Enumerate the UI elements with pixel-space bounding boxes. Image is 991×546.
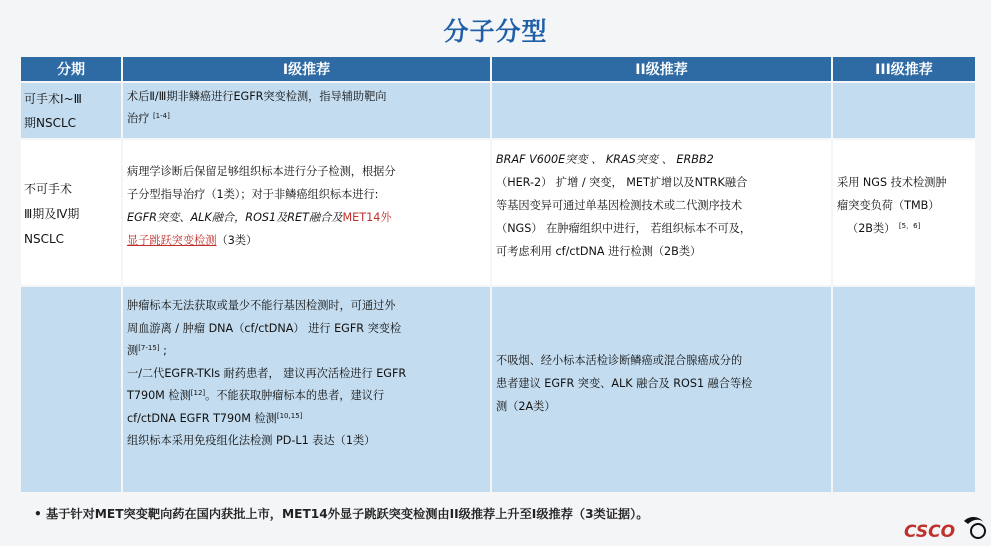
row3-level1-semicolon: ; [159,344,167,357]
row2-level1-tail: （3类） [216,234,258,247]
row2-level3-line3-wrap [837,217,975,240]
row3-level1-line5-wrap [127,385,490,408]
recommendation-table [21,57,975,492]
row2-level3-line1: 采用 NGS 技术检测肿 [837,176,947,189]
row2-level2-line4: （NGS） 在肿瘤组织中进行， 若组织标本不可及， [496,222,752,235]
footnote: • 基于针对MET突变靶向药在国内获批上市，MET14外显子跳跃突变检测由II级推荐上升至I级推荐（3类证据）。 [34,507,649,521]
row3-level1-line7: cf/ctDNA EGFR T790M 检测 [127,411,277,425]
row3-level1-line2: 周血游离 / 肿瘤 DNA（cf/ctDNA） 进行 EGFR 突变检 [127,321,402,335]
row1-level1-line2-wrap [127,109,490,129]
row2-level2-line2: （HER-2） 扩增 / 突变， MET扩增以及NTRK融合 [496,176,748,189]
row2-level1 [123,140,490,285]
logo-figure [971,524,985,538]
row3-level2 [492,287,831,492]
row2-level1-genes: EGFR突变、ALK融合，ROS1及RET融合及 [127,211,343,224]
row3-level1-line7-wrap [127,408,490,431]
header-level2: II级推荐 [492,57,831,81]
row3-level1-line5: T790M 检测 [127,389,191,402]
row3-level1-line6: 。不能获取肿瘤标本的患者，建议行 [205,389,385,402]
header-level1: I级推荐 [123,57,490,81]
row1-level3 [833,83,975,138]
row3-level1-ref3: [10,15] [276,411,303,420]
row3-level2-line3: 测（2A类） [496,400,556,413]
row2-level2-line3: 等基因变异可通过单基因检测技术或二代测序技术 [496,199,743,212]
row3-level1-line1: 肿瘤标本无法获取或量少不能行基因检测时，可通过外 [127,299,396,312]
row2-level3-line2: 瘤突变负荷（TMB） [837,199,940,212]
row2-level2 [492,140,831,285]
row1-level1-ref: [1-4] [152,112,170,120]
row2-level3-ref: [5，6] [898,222,921,230]
row1-level1-line1: 术后Ⅱ/Ⅲ期非鳞癌进行EGFR突变检测，指导辅助靶向 [127,90,387,103]
row1-level1 [123,83,490,138]
row2-stage-line1: 不可手术 [24,181,73,196]
row1-stage [21,83,121,138]
row2-level1-red-a: MET14外 [342,211,392,224]
row2-level1-line3 [127,206,490,229]
header-level3: III级推荐 [833,57,975,81]
row3-level1-line8: 组织标本采用免疫组化法检测 PD-L1 表达（1类） [127,434,376,447]
row2-level1-line4 [127,229,490,252]
row2-level3 [833,140,975,285]
row3-stage [21,287,121,492]
row3-level1-line3: 测 [127,344,139,357]
row2-level2-line5: 可考虑利用 cf/ctDNA 进行检测（2B类） [496,245,702,258]
row3-level3 [833,287,975,492]
row3-level2-line1: 不吸烟、经小标本活检诊断鳞癌或混合腺癌成分的 [496,354,743,367]
row1-level1-line2: 治疗 [127,112,150,125]
csco-logo [902,513,988,543]
row1-stage-line2: 期NSCLC [24,116,77,130]
row2-level2-line1: BRAF V600E突变 、 KRAS突变 、 ERBB2 [496,153,714,166]
row3-level1 [123,287,490,492]
row2-level1-line1: 病理学诊断后保留足够组织标本进行分子检测，根据分 [127,165,396,178]
row2-level3-line3: （2B类） [847,222,896,235]
row3-level1-ref2: [12] [190,389,206,397]
logo-text: CSCO [904,522,956,542]
row2-stage-line3: NSCLC [24,231,65,246]
logo-swoosh [964,517,984,524]
row2-level1-red-b: 显子跳跃突变检测 [127,234,217,247]
row3-level1-line4: 一/二代EGFR-TKIs 耐药患者， 建议再次活检进行 EGFR [127,366,407,380]
row1-stage-line1: 可手术Ⅰ~Ⅲ [24,92,82,106]
row3-level1-ref1: [7-15] [138,344,160,352]
row2-level1-line2: 子分型指导治疗（1类）；对于非鳞癌组织标本进行: [127,188,379,201]
row1-level2 [492,83,831,138]
row2-stage-line2: Ⅲ期及Ⅳ期 [24,206,80,221]
header-stage: 分期 [21,57,121,81]
row3-level2-line2: 患者建议 EGFR 突变、ALK 融合及 ROS1 融合等检 [496,377,753,390]
row2-stage [21,140,121,285]
page-title: 分子分型 [443,17,548,46]
row3-level1-line3-wrap [127,340,490,363]
